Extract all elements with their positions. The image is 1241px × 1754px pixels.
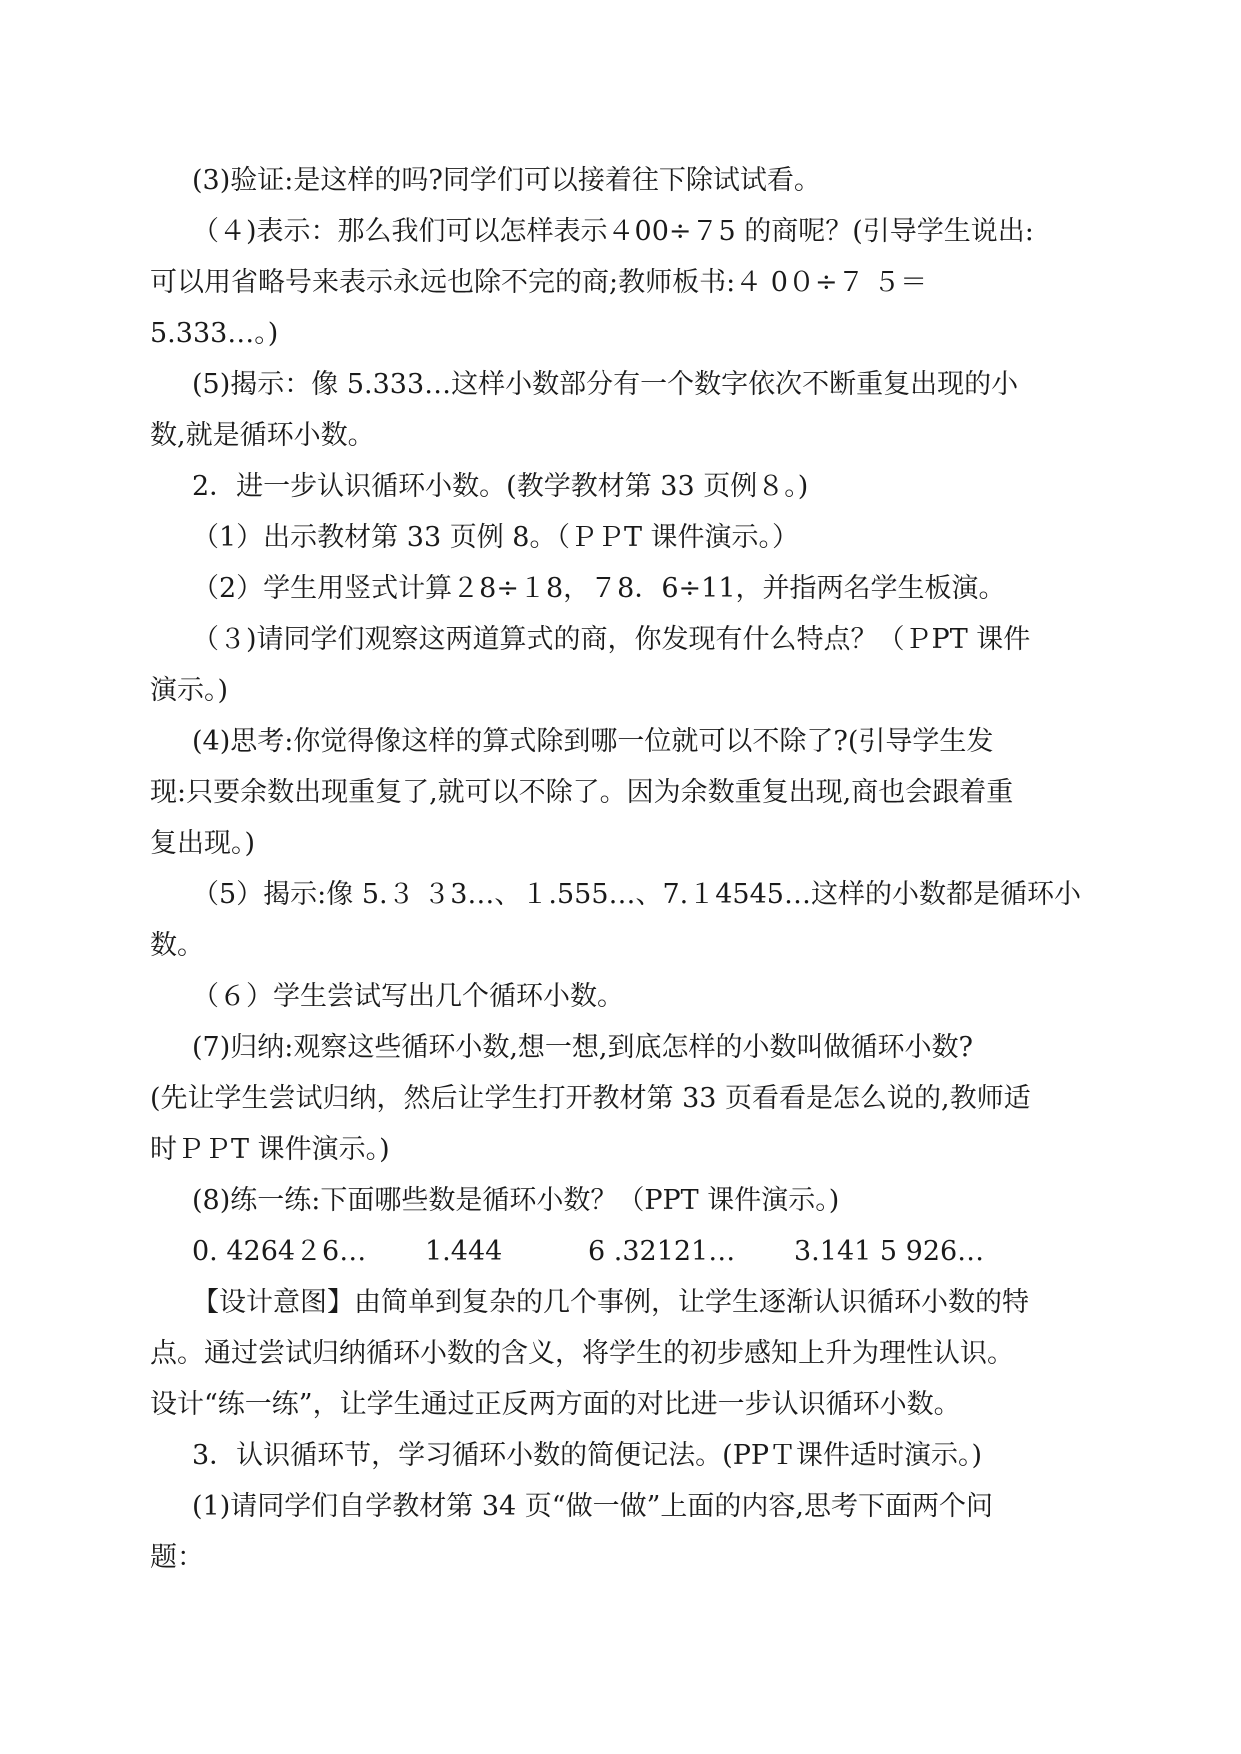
text-line: 题： — [150, 1542, 204, 1573]
text-line: 5.333…。) — [150, 318, 279, 349]
text-line: （5）揭示:像 5.３ ３3…、１.555…、7.１4545…这样的小数都是循环小 — [192, 879, 1081, 910]
substep-1 — [150, 512, 1091, 563]
text-line: (5)揭示：像 5.333…这样小数部分有一个数字依次不断重复出现的小 — [192, 369, 1019, 400]
text-line: （1）出示教材第 33 页例 8。（ＰＰT 课件演示。） — [192, 522, 800, 553]
section-3-heading — [150, 1430, 1091, 1481]
text-line: 2．进一步认识循环小数。(教学教材第 33 页例８。) — [192, 471, 809, 502]
text-line: 时ＰＰT 课件演示。) — [150, 1134, 390, 1165]
substep-6 — [150, 971, 1091, 1022]
substep-8 — [150, 1175, 1091, 1226]
section-3-substep-1 — [150, 1481, 1091, 1583]
step-4-represent — [150, 206, 1091, 359]
text-line: 可以用省略号来表示永远也除不完的商;教师板书:４ 0０÷７ ５＝ — [150, 267, 928, 298]
exercise-number: 1.444 — [425, 1236, 503, 1267]
exercise-numbers — [150, 1226, 1091, 1277]
text-line: (3)验证:是这样的吗?同学们可以接着往下除试试看。 — [192, 165, 821, 196]
text-line: 数,就是循环小数。 — [150, 420, 375, 451]
text-line: (1)请同学们自学教材第 34 页“做一做”上面的内容,思考下面两个问 — [192, 1491, 993, 1522]
step-3-verify — [150, 155, 1091, 206]
text-line: (先让学生尝试归纳，然后让学生打开教材第 33 页看看是怎么说的,教师适 — [150, 1083, 1031, 1114]
exercise-number: 3.141 5 926… — [794, 1236, 985, 1267]
substep-7 — [150, 1022, 1091, 1175]
substep-2 — [150, 563, 1091, 614]
text-line: 演示。) — [150, 675, 229, 706]
substep-5 — [150, 869, 1091, 971]
text-line: 复出现。) — [150, 828, 256, 859]
text-line: 数。 — [150, 930, 204, 961]
text-line: 设计“练一练”，让学生通过正反两方面的对比进一步认识循环小数。 — [150, 1389, 961, 1420]
step-5-reveal — [150, 359, 1091, 461]
text-line: （３)请同学们观察这两道算式的商，你发现有什么特点？（ＰPT 课件 — [192, 624, 1031, 655]
exercise-number: 6 .32121… — [588, 1236, 736, 1267]
substep-3 — [150, 614, 1091, 716]
text-line: (8)练一练:下面哪些数是循环小数？（PPT 课件演示。) — [192, 1185, 840, 1216]
text-line: (7)归纳:观察这些循环小数,想一想,到底怎样的小数叫做循环小数? — [192, 1032, 973, 1063]
exercise-number: 0. 4264２6… — [192, 1236, 367, 1267]
design-intent — [150, 1277, 1091, 1430]
text-line: 3．认识循环节，学习循环小数的简便记法。(PPＴ课件适时演示。) — [192, 1440, 983, 1471]
text-line: 现:只要余数出现重复了,就可以不除了。因为余数重复出现,商也会跟着重 — [150, 777, 1014, 808]
text-line: (4)思考:你觉得像这样的算式除到哪一位就可以不除了?(引导学生发 — [192, 726, 994, 757]
section-2-heading — [150, 461, 1091, 512]
substep-4 — [150, 716, 1091, 869]
text-line: （４)表示：那么我们可以怎样表示４00÷７5 的商呢？(引导学生说出: — [192, 216, 1034, 247]
text-line: 【设计意图】由简单到复杂的几个事例，让学生逐渐认识循环小数的特 — [192, 1287, 1029, 1318]
text-line: （2）学生用竖式计算２8÷１8，７8．6÷11，并指两名学生板演。 — [192, 573, 1006, 604]
text-line: 点。通过尝试归纳循环小数的含义，将学生的初步感知上升为理性认识。 — [150, 1338, 1014, 1369]
text-line: （６）学生尝试写出几个循环小数。 — [192, 981, 624, 1012]
